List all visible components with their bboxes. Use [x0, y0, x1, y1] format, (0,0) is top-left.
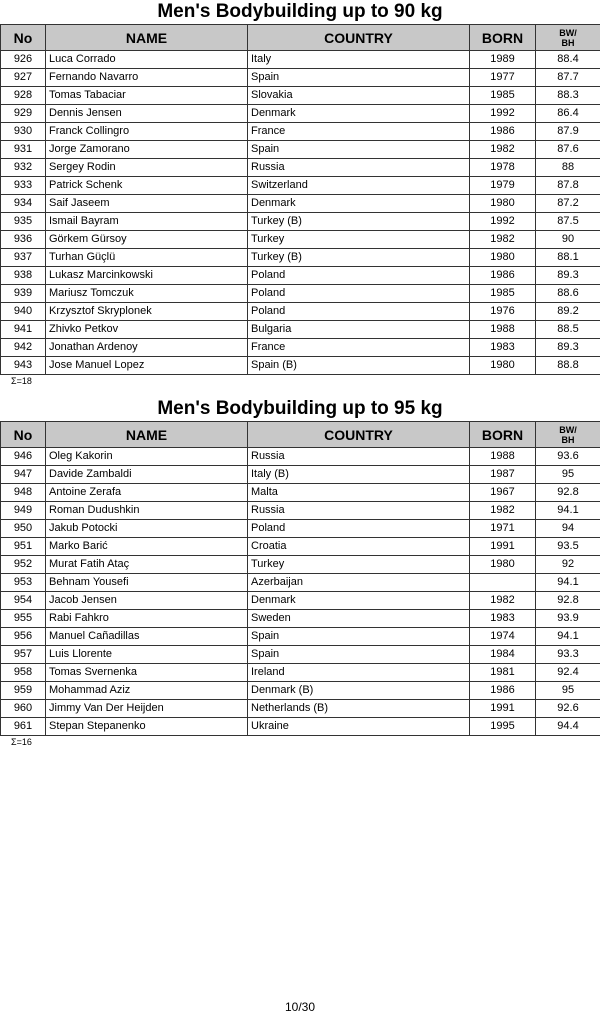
table-row: [1, 231, 600, 249]
header-bw-bh: [536, 25, 600, 51]
cell-country: Ukraine: [248, 718, 470, 736]
cell-born: 1991: [470, 538, 536, 556]
cell-born: 1967: [470, 484, 536, 502]
cell-born: 1987: [470, 466, 536, 484]
cell-name: Marko Barić: [46, 538, 248, 556]
cell-name: Jonathan Ardenoy: [46, 339, 248, 357]
cell-bodyweight: 87.8: [536, 177, 600, 195]
cell-name: Sergey Rodin: [46, 159, 248, 177]
cell-no: 930: [1, 123, 46, 141]
header-bw-line1: BW/: [559, 424, 577, 435]
table-row: [1, 177, 600, 195]
header-bw-line2: BH: [561, 37, 575, 48]
cell-born: 1989: [470, 51, 536, 69]
header-name: NAME: [46, 25, 248, 51]
table-row: [1, 321, 600, 339]
cell-no: 933: [1, 177, 46, 195]
cell-born: 1982: [470, 141, 536, 159]
cell-no: 960: [1, 700, 46, 718]
cell-bodyweight: 94: [536, 520, 600, 538]
cell-no: 942: [1, 339, 46, 357]
table-row: [1, 646, 600, 664]
cell-bodyweight: 92.6: [536, 700, 600, 718]
cell-born: 1971: [470, 520, 536, 538]
table-row: [1, 69, 600, 87]
cell-no: 931: [1, 141, 46, 159]
cell-country: Poland: [248, 267, 470, 285]
table-row: [1, 466, 600, 484]
cell-name: Manuel Cañadillas: [46, 628, 248, 646]
cell-country: Denmark (B): [248, 682, 470, 700]
cell-name: Jakub Potocki: [46, 520, 248, 538]
cell-born: 1986: [470, 267, 536, 285]
cell-no: 946: [1, 448, 46, 466]
cell-country: Poland: [248, 285, 470, 303]
cell-bodyweight: 87.6: [536, 141, 600, 159]
cell-bodyweight: 93.6: [536, 448, 600, 466]
cell-country: Russia: [248, 502, 470, 520]
page-number: 10/30: [284, 1000, 316, 1014]
cell-born: 1992: [470, 105, 536, 123]
table-row: [1, 267, 600, 285]
cell-no: 951: [1, 538, 46, 556]
cell-bodyweight: 92.8: [536, 484, 600, 502]
cell-born: 1981: [470, 664, 536, 682]
table-row: [1, 87, 600, 105]
cell-name: Patrick Schenk: [46, 177, 248, 195]
cell-bodyweight: 92.8: [536, 592, 600, 610]
cell-born: 1988: [470, 448, 536, 466]
cell-name: Murat Fatih Ataç: [46, 556, 248, 574]
cell-country: Russia: [248, 159, 470, 177]
athlete-count: Σ=18: [11, 376, 32, 386]
cell-bodyweight: 88.3: [536, 87, 600, 105]
cell-bodyweight: 86.4: [536, 105, 600, 123]
cell-name: Görkem Gürsoy: [46, 231, 248, 249]
table-row: [1, 664, 600, 682]
cell-born: 1980: [470, 249, 536, 267]
cell-no: 929: [1, 105, 46, 123]
cell-country: Ireland: [248, 664, 470, 682]
table-row: [1, 718, 600, 736]
cell-no: 948: [1, 484, 46, 502]
cell-name: Saif Jaseem: [46, 195, 248, 213]
table-row: [1, 303, 600, 321]
cell-name: Luca Corrado: [46, 51, 248, 69]
cell-country: Spain: [248, 141, 470, 159]
table-row: [1, 141, 600, 159]
cell-bodyweight: 88.4: [536, 51, 600, 69]
cell-name: Tomas Svernenka: [46, 664, 248, 682]
table-row: [1, 538, 600, 556]
cell-name: Antoine Zerafa: [46, 484, 248, 502]
cell-name: Behnam Yousefi: [46, 574, 248, 592]
cell-no: 947: [1, 466, 46, 484]
cell-name: Zhivko Petkov: [46, 321, 248, 339]
cell-name: Davide Zambaldi: [46, 466, 248, 484]
cell-born: 1982: [470, 231, 536, 249]
cell-born: 1986: [470, 682, 536, 700]
cell-bodyweight: 94.1: [536, 502, 600, 520]
athlete-count: Σ=16: [11, 737, 32, 747]
table-row: [1, 484, 600, 502]
category-section-90kg: [0, 0, 600, 387]
cell-country: Russia: [248, 448, 470, 466]
cell-bodyweight: 93.5: [536, 538, 600, 556]
cell-born: 1976: [470, 303, 536, 321]
header-bw-line1: BW/: [559, 27, 577, 38]
table-row: [1, 628, 600, 646]
cell-bodyweight: 88.1: [536, 249, 600, 267]
table-row: [1, 339, 600, 357]
cell-no: 961: [1, 718, 46, 736]
table-row: [1, 159, 600, 177]
table-row: [1, 574, 600, 592]
cell-bodyweight: 88.6: [536, 285, 600, 303]
cell-bodyweight: 87.9: [536, 123, 600, 141]
cell-name: Jacob Jensen: [46, 592, 248, 610]
cell-country: Azerbaijan: [248, 574, 470, 592]
table-row: [1, 213, 600, 231]
cell-born: [470, 574, 536, 592]
cell-no: 932: [1, 159, 46, 177]
cell-name: Mariusz Tomczuk: [46, 285, 248, 303]
cell-no: 935: [1, 213, 46, 231]
cell-no: 949: [1, 502, 46, 520]
cell-born: 1985: [470, 285, 536, 303]
cell-born: 1982: [470, 592, 536, 610]
header-name: NAME: [46, 422, 248, 448]
cell-no: 939: [1, 285, 46, 303]
cell-name: Mohammad Aziz: [46, 682, 248, 700]
cell-country: Croatia: [248, 538, 470, 556]
cell-born: 1980: [470, 357, 536, 375]
cell-name: Franck Collingro: [46, 123, 248, 141]
cell-country: Turkey: [248, 556, 470, 574]
cell-born: 1991: [470, 700, 536, 718]
cell-country: Switzerland: [248, 177, 470, 195]
cell-bodyweight: 89.3: [536, 339, 600, 357]
cell-bodyweight: 87.5: [536, 213, 600, 231]
cell-no: 952: [1, 556, 46, 574]
cell-no: 953: [1, 574, 46, 592]
cell-name: Oleg Kakorin: [46, 448, 248, 466]
category-section-95kg: [0, 397, 600, 748]
header-country: COUNTRY: [248, 422, 470, 448]
cell-no: 937: [1, 249, 46, 267]
cell-bodyweight: 93.9: [536, 610, 600, 628]
header-born: BORN: [470, 422, 536, 448]
cell-country: Italy: [248, 51, 470, 69]
cell-no: 955: [1, 610, 46, 628]
section-title: Men's Bodybuilding up to 90 kg: [157, 1, 443, 22]
cell-bodyweight: 89.3: [536, 267, 600, 285]
cell-born: 1995: [470, 718, 536, 736]
cell-bodyweight: 94.4: [536, 718, 600, 736]
cell-no: 954: [1, 592, 46, 610]
table-row: [1, 592, 600, 610]
cell-name: Jorge Zamorano: [46, 141, 248, 159]
cell-name: Stepan Stepanenko: [46, 718, 248, 736]
results-table: [0, 421, 600, 736]
header-row: [1, 25, 600, 51]
cell-country: Spain: [248, 646, 470, 664]
table-row: [1, 610, 600, 628]
cell-bodyweight: 88: [536, 159, 600, 177]
cell-country: Bulgaria: [248, 321, 470, 339]
cell-bodyweight: 94.1: [536, 628, 600, 646]
cell-name: Dennis Jensen: [46, 105, 248, 123]
cell-bodyweight: 92: [536, 556, 600, 574]
cell-bodyweight: 90: [536, 231, 600, 249]
table-row: [1, 700, 600, 718]
cell-country: France: [248, 339, 470, 357]
cell-no: 928: [1, 87, 46, 105]
cell-born: 1977: [470, 69, 536, 87]
cell-name: Roman Dudushkin: [46, 502, 248, 520]
cell-no: 936: [1, 231, 46, 249]
cell-born: 1979: [470, 177, 536, 195]
cell-born: 1974: [470, 628, 536, 646]
cell-no: 956: [1, 628, 46, 646]
cell-bodyweight: 95: [536, 682, 600, 700]
cell-born: 1980: [470, 195, 536, 213]
cell-born: 1992: [470, 213, 536, 231]
cell-born: 1982: [470, 502, 536, 520]
cell-no: 940: [1, 303, 46, 321]
cell-name: Tomas Tabaciar: [46, 87, 248, 105]
cell-country: Turkey (B): [248, 213, 470, 231]
cell-no: 934: [1, 195, 46, 213]
cell-name: Turhan Güçlü: [46, 249, 248, 267]
header-bw-bh: [536, 422, 600, 448]
cell-bodyweight: 89.2: [536, 303, 600, 321]
section-title: Men's Bodybuilding up to 95 kg: [157, 398, 443, 419]
cell-born: 1986: [470, 123, 536, 141]
cell-country: Italy (B): [248, 466, 470, 484]
cell-bodyweight: 87.2: [536, 195, 600, 213]
cell-country: Poland: [248, 303, 470, 321]
header-row: [1, 422, 600, 448]
cell-country: Turkey (B): [248, 249, 470, 267]
cell-country: Spain: [248, 628, 470, 646]
cell-country: Denmark: [248, 592, 470, 610]
cell-no: 927: [1, 69, 46, 87]
cell-country: Slovakia: [248, 87, 470, 105]
cell-no: 926: [1, 51, 46, 69]
table-row: [1, 556, 600, 574]
cell-country: Denmark: [248, 195, 470, 213]
cell-born: 1984: [470, 646, 536, 664]
cell-no: 959: [1, 682, 46, 700]
cell-no: 938: [1, 267, 46, 285]
cell-no: 941: [1, 321, 46, 339]
header-no: No: [1, 25, 46, 51]
cell-name: Rabi Fahkro: [46, 610, 248, 628]
cell-born: 1983: [470, 610, 536, 628]
cell-bodyweight: 93.3: [536, 646, 600, 664]
cell-name: Ismail Bayram: [46, 213, 248, 231]
cell-bodyweight: 92.4: [536, 664, 600, 682]
cell-country: Sweden: [248, 610, 470, 628]
cell-born: 1988: [470, 321, 536, 339]
cell-bodyweight: 87.7: [536, 69, 600, 87]
cell-country: Spain (B): [248, 357, 470, 375]
cell-born: 1985: [470, 87, 536, 105]
cell-country: Turkey: [248, 231, 470, 249]
table-row: [1, 249, 600, 267]
cell-country: Denmark: [248, 105, 470, 123]
cell-born: 1978: [470, 159, 536, 177]
cell-bodyweight: 88.8: [536, 357, 600, 375]
cell-no: 943: [1, 357, 46, 375]
cell-bodyweight: 94.1: [536, 574, 600, 592]
cell-name: Lukasz Marcinkowski: [46, 267, 248, 285]
table-row: [1, 105, 600, 123]
table-row: [1, 682, 600, 700]
table-row: [1, 448, 600, 466]
results-table: [0, 24, 600, 375]
header-country: COUNTRY: [248, 25, 470, 51]
cell-name: Jose Manuel Lopez: [46, 357, 248, 375]
cell-country: France: [248, 123, 470, 141]
header-bw-line2: BH: [561, 434, 575, 445]
cell-bodyweight: 88.5: [536, 321, 600, 339]
cell-bodyweight: 95: [536, 466, 600, 484]
cell-name: Krzysztof Skryplonek: [46, 303, 248, 321]
cell-country: Poland: [248, 520, 470, 538]
header-born: BORN: [470, 25, 536, 51]
table-row: [1, 357, 600, 375]
table-row: [1, 502, 600, 520]
table-row: [1, 195, 600, 213]
cell-name: Luis Llorente: [46, 646, 248, 664]
table-row: [1, 51, 600, 69]
table-row: [1, 285, 600, 303]
cell-country: Malta: [248, 484, 470, 502]
cell-no: 958: [1, 664, 46, 682]
header-no: No: [1, 422, 46, 448]
cell-no: 957: [1, 646, 46, 664]
table-row: [1, 123, 600, 141]
cell-born: 1980: [470, 556, 536, 574]
cell-country: Netherlands (B): [248, 700, 470, 718]
cell-name: Jimmy Van Der Heijden: [46, 700, 248, 718]
cell-born: 1983: [470, 339, 536, 357]
cell-name: Fernando Navarro: [46, 69, 248, 87]
table-row: [1, 520, 600, 538]
cell-country: Spain: [248, 69, 470, 87]
cell-no: 950: [1, 520, 46, 538]
